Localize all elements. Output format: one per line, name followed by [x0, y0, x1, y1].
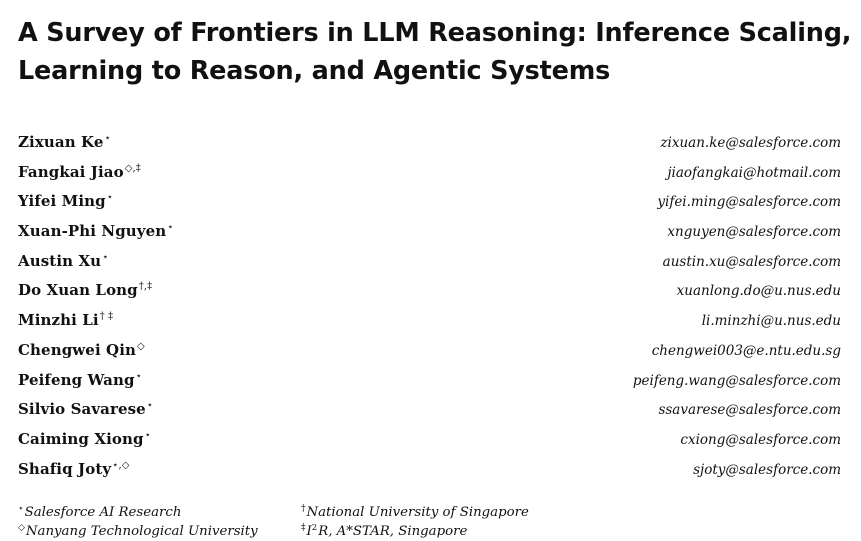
author-row: [18, 311, 841, 341]
author-affiliation-marks: †,‡: [138, 281, 153, 293]
author-affiliation-marks: ⋆: [146, 400, 154, 412]
author-row: [18, 460, 841, 490]
author-name: Minzhi Li: [18, 311, 99, 330]
author-row: [18, 163, 841, 193]
affiliation-text-prefix: I: [306, 524, 312, 539]
affiliation-mark: ◇: [18, 523, 25, 533]
author-affiliation-marks: ◇,‡: [124, 162, 141, 174]
paper-title: [18, 14, 852, 90]
affiliation-text: National University of Singapore: [306, 505, 529, 520]
author-affiliation-marks: ⋆: [135, 370, 142, 382]
author-affiliation-marks: ⋆: [144, 429, 151, 441]
author-email[interactable]: xnguyen@salesforce.com: [667, 224, 841, 241]
author-email[interactable]: ssavarese@salesforce.com: [658, 402, 841, 419]
author-name: Yifei Ming: [18, 192, 106, 211]
paper-title-line-2: Learning to Reason, and Agentic Systems: [18, 56, 611, 86]
author-affiliation-marks: ⋆: [106, 192, 114, 204]
author-email[interactable]: xuanlong.do@u.nus.edu: [676, 283, 841, 300]
author-affiliation-marks: † ‡: [99, 311, 114, 323]
affiliation-i2r: [301, 519, 467, 541]
author-row: [18, 430, 841, 460]
author-row: [18, 252, 841, 282]
author-row: [18, 281, 841, 311]
affiliation-mark: ⋆: [18, 504, 24, 514]
author-affiliation-marks: ⋆: [102, 251, 109, 263]
affiliation-text-suffix: R, A*STAR, Singapore: [318, 524, 468, 539]
author-row: [18, 222, 841, 252]
author-row: [18, 133, 841, 163]
author-name: Zixuan Ke: [18, 133, 104, 151]
author-email[interactable]: cxiong@salesforce.com: [680, 431, 841, 448]
author-email[interactable]: peifeng.wang@salesforce.com: [632, 372, 841, 389]
author-email[interactable]: li.minzhi@u.nus.edu: [701, 313, 841, 330]
author-affiliation-marks: ⋆,◇: [112, 459, 130, 471]
author-email[interactable]: sjoty@salesforce.com: [693, 461, 841, 478]
paper-title-line-1: A Survey of Frontiers in LLM Reasoning: Inference Scaling,: [18, 18, 852, 48]
affiliation-text: Salesforce AI Research: [24, 505, 182, 520]
author-name: Fangkai Jiao: [18, 162, 124, 181]
author-email[interactable]: zixuan.ke@salesforce.com: [660, 135, 841, 151]
author-email[interactable]: austin.xu@salesforce.com: [662, 253, 841, 270]
affiliation-text-sup: 2: [311, 523, 318, 533]
author-name: Chengwei Qin: [18, 340, 137, 359]
author-affiliation-marks: ⋆: [167, 222, 174, 234]
author-name: Peifeng Wang: [18, 370, 135, 389]
author-affiliation-marks: ⋆: [104, 133, 111, 144]
author-row: [18, 371, 841, 401]
affiliation-text: Nanyang Technological University: [25, 524, 258, 539]
author-affiliation-marks: ◇: [137, 340, 145, 352]
author-row: [18, 341, 841, 371]
author-row: [18, 400, 841, 430]
author-name: Shafiq Joty: [18, 459, 112, 478]
author-email[interactable]: yifei.ming@salesforce.com: [657, 194, 841, 211]
author-name: Caiming Xiong: [18, 429, 144, 448]
author-email[interactable]: jiaofangkai@hotmail.com: [667, 164, 841, 181]
author-email[interactable]: chengwei003@e.ntu.edu.sg: [651, 342, 841, 359]
author-name: Do Xuan Long: [18, 281, 138, 300]
author-name: Austin Xu: [18, 251, 102, 270]
affiliation-ntu: [18, 519, 258, 541]
author-row: [18, 192, 841, 222]
author-name: Silvio Savarese: [18, 400, 146, 419]
affiliation-mark: †: [301, 504, 306, 514]
author-list: [18, 133, 841, 489]
author-name: Xuan-Phi Nguyen: [18, 222, 167, 241]
affiliation-mark: ‡: [301, 523, 306, 533]
